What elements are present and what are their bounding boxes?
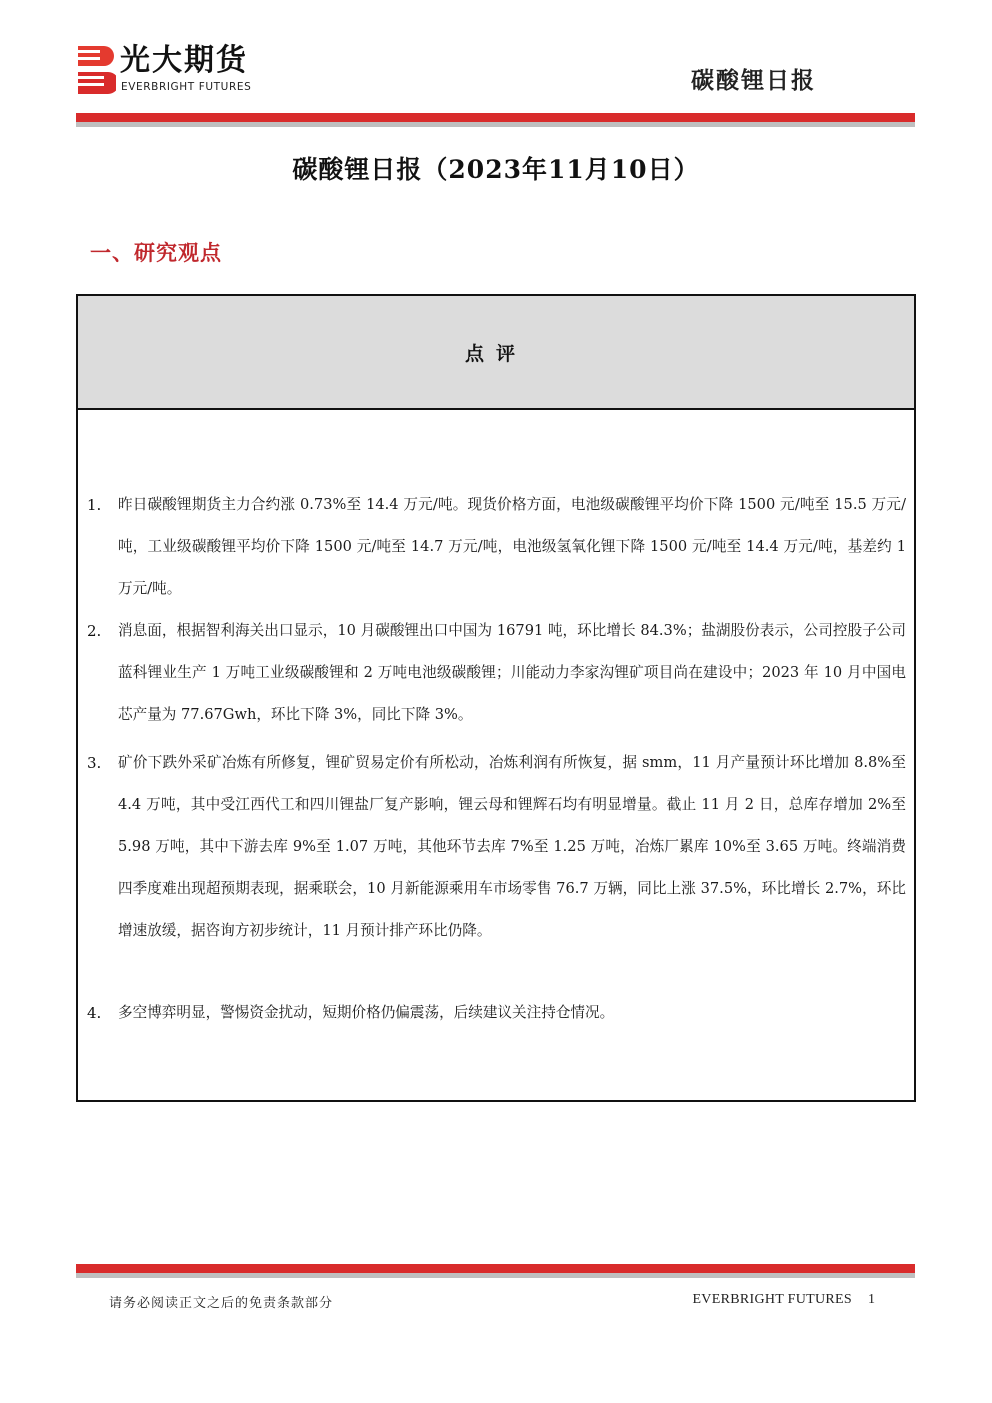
list-item-number: 1. bbox=[87, 496, 102, 514]
logo-name-en: EVERBRIGHT FUTURES bbox=[121, 81, 252, 93]
list-item-text: 昨日碳酸锂期货主力合约涨 0.73%至 14.4 万元/吨。现货价格方面，电池级碳酸锂平均价下降 1500 元/吨至 15.5 万元/吨，工业级碳酸锂平均价下降 1500 元/吨至 14.7 万元/吨，电池级氢氧化锂下降 1500 元/吨至 14.4 万元/吨，基差约 1 万元/吨。 bbox=[118, 496, 906, 597]
commentary-box-header bbox=[78, 296, 914, 410]
commentary-box-label: 点评 bbox=[464, 343, 527, 365]
footer-rule-red bbox=[76, 1264, 915, 1273]
list-item-number: 4. bbox=[87, 1004, 102, 1022]
list-item-text: 消息面，根据智利海关出口显示，10 月碳酸锂出口中国为 16791 吨，环比增长 84.3%；盐湖股份表示，公司控股子公司蓝科锂业生产 1 万吨工业级碳酸锂和 2 万吨电池级碳酸锂；川能动力李家沟锂矿项目尚在建设中；2023 年 10 月中国电芯产量为 77.67Gwh，环比下降 3%，同比下降 3%。 bbox=[118, 622, 906, 723]
footer-brand: EVERBRIGHT FUTURES bbox=[692, 1292, 852, 1307]
list-item-number: 2. bbox=[87, 622, 102, 640]
list-item-text: 多空博弈明显，警惕资金扰动，短期价格仍偏震荡，后续建议关注持仓情况。 bbox=[118, 1004, 615, 1021]
section-heading: 一、研究观点 bbox=[90, 241, 222, 265]
header-report-type: 碳酸锂日报 bbox=[691, 68, 816, 94]
footer-rule-grey bbox=[76, 1273, 915, 1278]
list-item-text: 矿价下跌外采矿冶炼有所修复，锂矿贸易定价有所松动，冶炼利润有所恢复，据 smm，11 月产量预计环比增加 8.8%至 4.4 万吨，其中受江西代工和四川锂盐厂复产影响，锂云母和锂辉石均有明显增量。截止 11 月 2 日，总库存增加 2%至 5.98 万吨，其中下游去库 9%至 1.07 万吨，其他环节去库 7%至 1.25 万吨，冶炼厂累库 10%至 3.65 万吨。终端消费四季度难出现超预期表现，据乘联会，10 月新能源乘用车市场零售 76.7 万辆，同比上涨 37.5%，环比增长 2.7%，环比增速放缓，据咨询方初步统计，11 月预计排产环比仍降。 bbox=[118, 754, 906, 939]
page-number: 1 bbox=[868, 1292, 875, 1307]
everbright-logo-icon bbox=[76, 42, 116, 98]
report-title: 碳酸锂日报（2023年11月10日） bbox=[292, 155, 700, 184]
footer-disclaimer: 请务必阅读正文之后的免责条款部分 bbox=[109, 1296, 334, 1311]
commentary-box bbox=[76, 294, 916, 1102]
header-rule-red bbox=[76, 113, 915, 122]
logo-name-cn: 光大期货 bbox=[120, 43, 248, 78]
header-rule-grey bbox=[76, 122, 915, 127]
list-item-number: 3. bbox=[87, 754, 102, 772]
